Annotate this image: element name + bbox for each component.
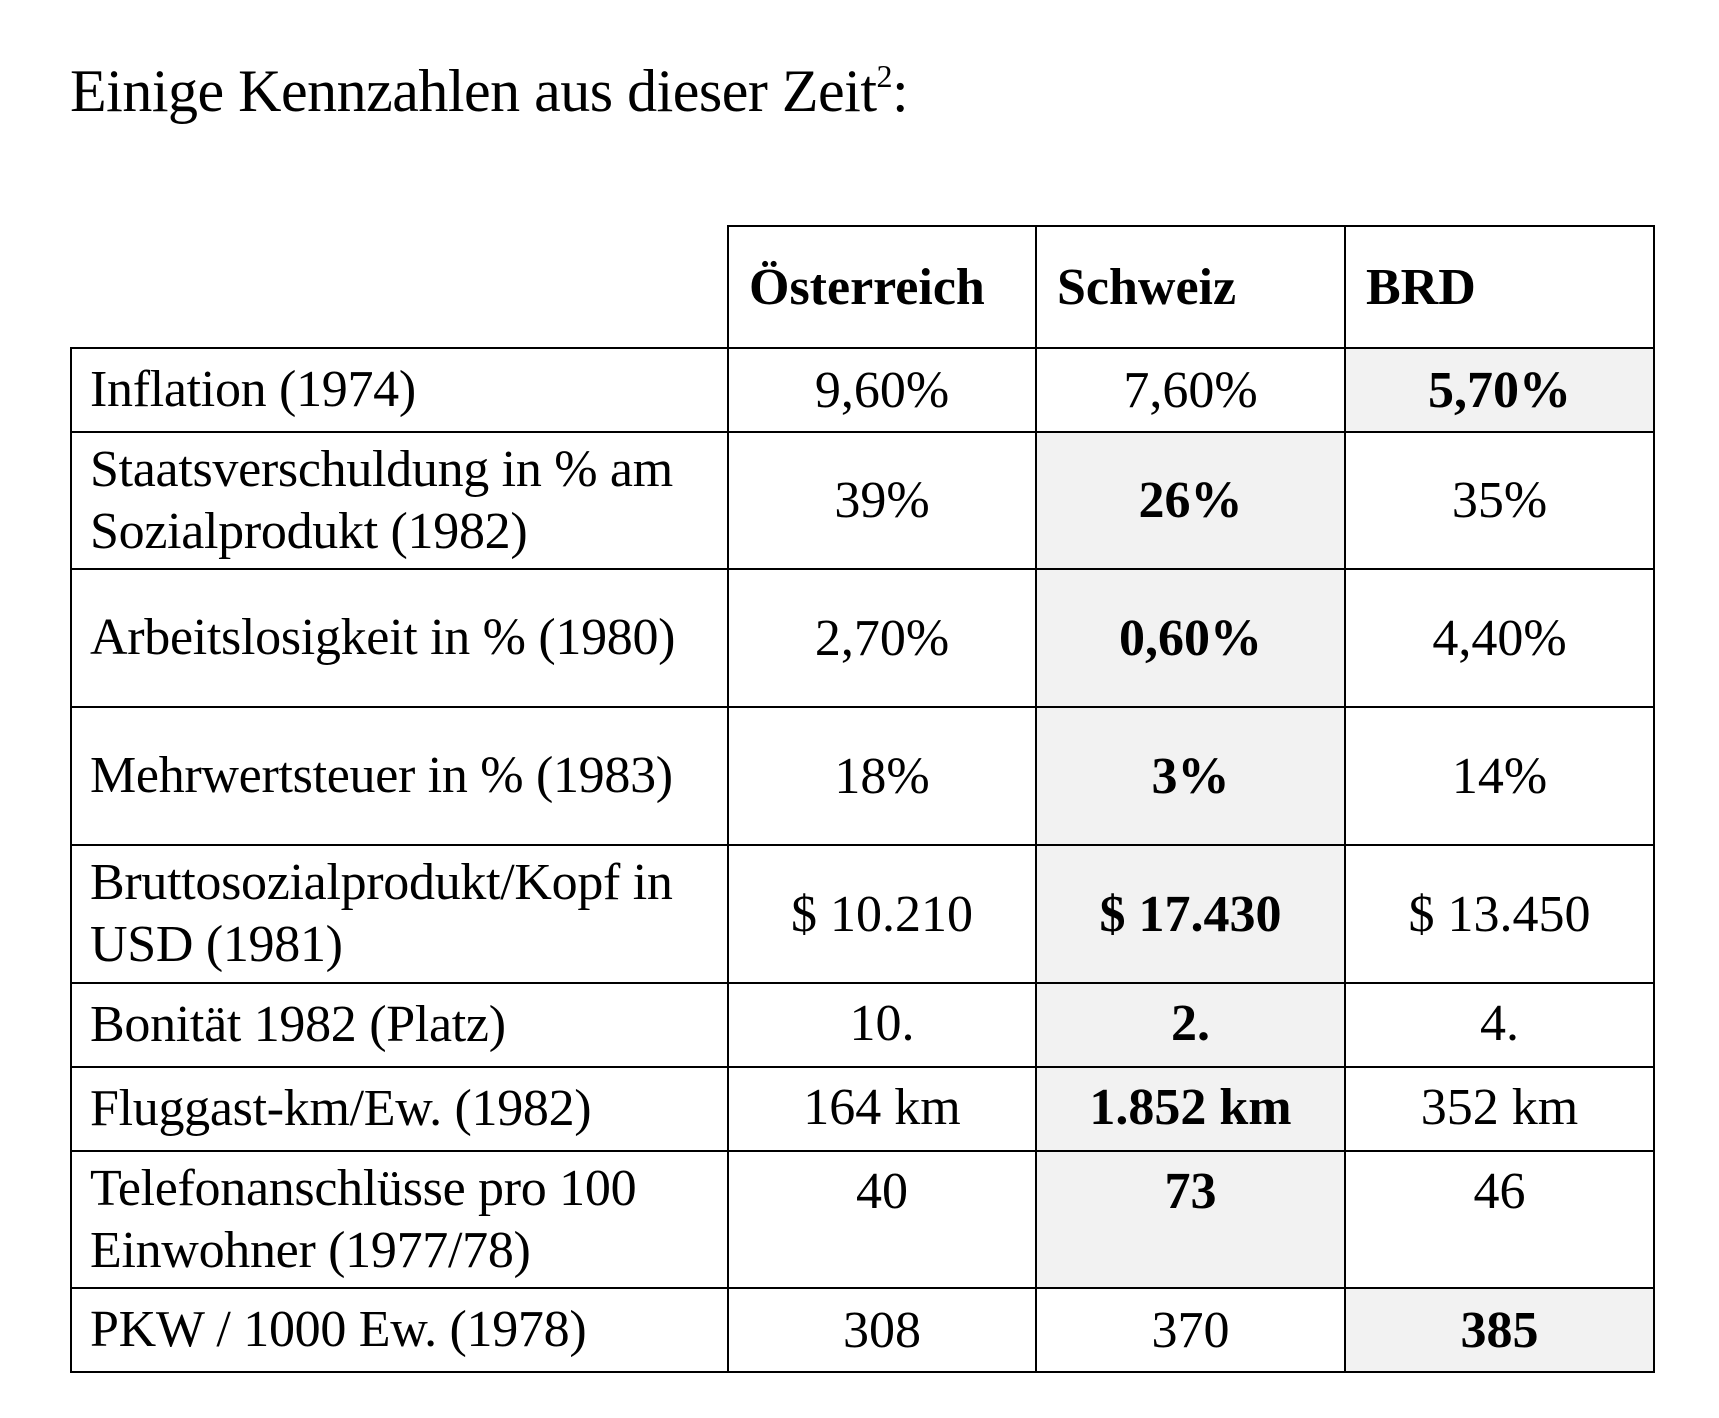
value-austria: 18% [728,707,1036,845]
value-switzerland: 370 [1036,1288,1345,1372]
row-label: Telefonanschlüsse pro 100 Einwohner (1977/78) [71,1151,728,1288]
value-austria: 10. [728,983,1036,1067]
table-row-bonitaet [71,983,1654,1067]
value-austria: 164 km [728,1067,1036,1151]
value-brd: 385 [1345,1288,1654,1372]
table-row-mehrwertsteuer [71,707,1654,845]
heading-text: Einige Kennzahlen aus dieser Zeit [70,58,877,124]
value-austria: 9,60% [728,348,1036,432]
row-label: Arbeitslosigkeit in % (1980) [71,569,728,707]
value-switzerland: 3% [1036,707,1345,845]
table-row-fluggast [71,1067,1654,1151]
value-brd: 46 [1345,1151,1654,1288]
footnote-marker: 2 [876,58,893,94]
value-brd: 35% [1345,432,1654,569]
key-figures-table [70,225,1655,1373]
value-austria: 39% [728,432,1036,569]
value-brd: $ 13.450 [1345,845,1654,983]
table-row-inflation [71,348,1654,432]
value-brd: 5,70% [1345,348,1654,432]
value-brd: 4. [1345,983,1654,1067]
row-label: Bruttosozialprodukt/Kopf in USD (1981) [71,845,728,983]
heading-suffix: : [892,58,909,124]
value-brd: 14% [1345,707,1654,845]
value-austria: 40 [728,1151,1036,1288]
header-brd: BRD [1345,226,1654,348]
row-label: Bonität 1982 (Platz) [71,983,728,1067]
value-brd: 4,40% [1345,569,1654,707]
value-switzerland: 2. [1036,983,1345,1067]
value-austria: $ 10.210 [728,845,1036,983]
table-row-telefonanschluesse [71,1151,1654,1288]
value-austria: 308 [728,1288,1036,1372]
value-switzerland: 7,60% [1036,348,1345,432]
table-row-pkw [71,1288,1654,1372]
row-label: Inflation (1974) [71,348,728,432]
value-brd: 352 km [1345,1067,1654,1151]
value-switzerland: 1.852 km [1036,1067,1345,1151]
header-austria: Österreich [728,226,1036,348]
table-row-arbeitslosigkeit [71,569,1654,707]
header-corner-cell [71,226,728,348]
value-switzerland: $ 17.430 [1036,845,1345,983]
row-label: Staatsverschuldung in % am Sozialprodukt (1982) [71,432,728,569]
header-switzerland: Schweiz [1036,226,1345,348]
row-label: PKW / 1000 Ew. (1978) [71,1288,728,1372]
value-switzerland: 26% [1036,432,1345,569]
page-heading [70,56,908,126]
row-label: Fluggast-km/Ew. (1982) [71,1067,728,1151]
value-austria: 2,70% [728,569,1036,707]
value-switzerland: 73 [1036,1151,1345,1288]
table-row-staatsverschuldung [71,432,1654,569]
table-row-bruttosozialprodukt [71,845,1654,983]
header-row [71,226,1654,348]
value-switzerland: 0,60% [1036,569,1345,707]
row-label: Mehrwertsteuer in % (1983) [71,707,728,845]
